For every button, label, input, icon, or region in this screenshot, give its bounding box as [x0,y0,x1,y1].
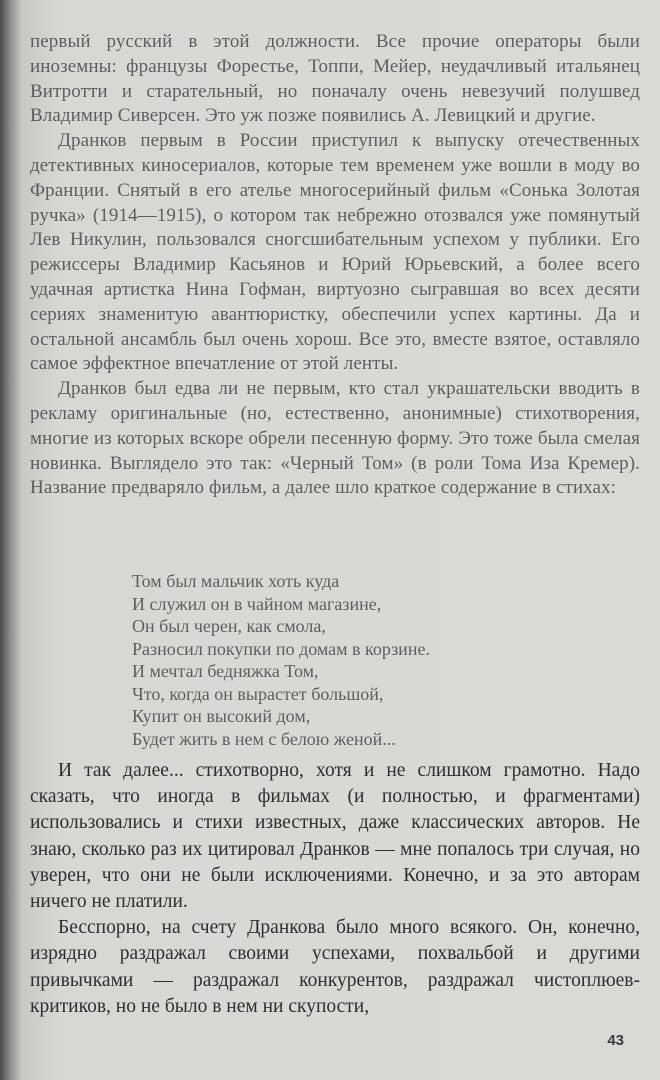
paragraph-5: Бесспорно, на счету Дранкова было много всякого. Он, конечно, изрядно раздражал своими успехами, похвальбой и другими привычками — раздражал конкурентов, раздражал чистоплюев-критиков, но не было в нем ни скупости, [30,917,640,1017]
verse-line: Том был мальчик хоть куда [132,571,340,591]
page-number: 43 [607,1032,624,1049]
verse-line: Он был черен, как смола, [132,616,326,636]
paragraph-4: И так далее... стихотворно, хотя и не слишком грамотно. Надо сказать, что иногда в фильмах (и полностью, и фрагментами) использовались и стихи известных, даже классических авторов. Не знаю, сколько раз их цитировал Дранков — мне попалось три случая, но уверен, что они не были исключениями. Конечно, и за это авторам ничего не платили. [30,760,640,913]
verse-line: И мечтал бедняжка Том, [132,661,319,681]
verse-line: Разносил покупки по домам в корзине. [132,638,430,659]
verse-block [132,570,572,750]
verse-line: Будет жить в нем с белою женой... [132,728,396,749]
verse-line: Что, когда он вырастет большой, [132,683,384,704]
upper-text-block [30,30,640,501]
paragraph-2: Дранков первым в России приступил к выпуску отечественных детективных киносериалов, которые тем временем уже вошли в моду во Франции. Снятый в его ателье многосерийный фильм «Сонька Золотая ручка» (1914—1915), о котором так небрежно отозвался уже помянутый Лев Никулин, пользовался сногсшибательным успехом у публики. Его режиссеры Владимир Касьянов и Юрий Юрьевский, а более всего удачная артистка Нина Гофман, виртуозно сыгравшая во всех десяти сериях знаменитую авантюристку, обеспечили успех картины. Да и остальной ансамбль был очень хорош. Все это, вместе взятое, оставляло самое эффектное впечатление от этой ленты. [30,130,640,375]
paragraph-3: Дранков был едва ли не первым, кто стал украшательски вводить в рекламу оригинальные (но, естественно, анонимные) стихотворения, многие из которых вскоре обрели песенную форму. Это тоже была смелая новинка. Выглядело это так: «Черный Том» (в роли Тома Иза Кремер). Название предваряло фильм, а далее шло краткое содержание в стихах: [30,378,640,499]
paragraph-1: первый русский в этой должности. Все прочие операторы были иноземны: французы Форестье, Топпи, Мейер, неудачливый итальянец Витротти и старательный, но поначалу очень невезучий полушвед Владимир Сиверсен. Это уж позже появились А. Левицкий и другие. [30,31,640,127]
verse-line: Купит он высокий дом, [132,706,311,726]
verse-line: И служил он в чайном магазине, [132,593,382,614]
lower-text-block [30,758,640,1020]
